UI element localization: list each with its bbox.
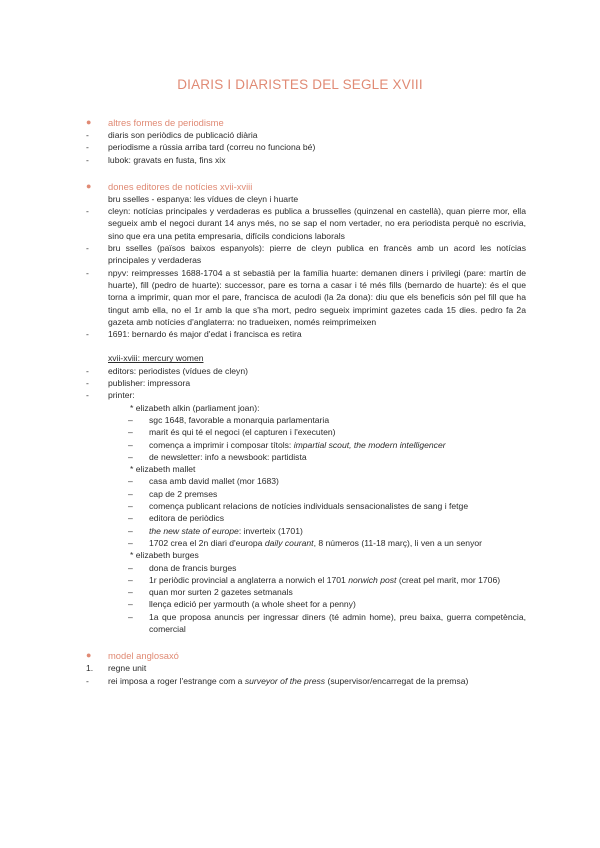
list-item-text: 1a que proposa anuncis per ingressar diners (té admin home), preu baixa, guerra competència, comercial [149, 611, 526, 634]
dash-marker: – [128, 574, 133, 585]
publication-title: impartial scout, the modern intelligencer [293, 439, 446, 450]
section-title: altres formes de periodisme [108, 117, 224, 128]
list-item [86, 598, 526, 610]
list-item [86, 475, 526, 487]
list-item-text: editors: periodistes (vídues de cleyn) [108, 365, 248, 376]
bullet-icon: ● [86, 180, 92, 191]
list-item-text: sgc 1648, favorable a monarquia parlamentaria [149, 414, 330, 425]
list-item [86, 537, 526, 549]
section-heading-model-anglosaxo [86, 649, 526, 662]
list-item [86, 525, 526, 537]
list-item-text: : inverteix (1701) [238, 525, 303, 536]
dash-marker: - [86, 390, 89, 401]
bullet-icon: ● [86, 650, 92, 661]
dash-marker: - [86, 130, 89, 140]
sub-heading-text: xvii-xviii: mercury women [108, 353, 204, 364]
person-name: * elizabeth burges [130, 550, 199, 561]
document-body [86, 116, 526, 687]
list-item-text: quan mor surten 2 gazetes setmanals [149, 587, 293, 598]
section-title: dones editores de notícies xvii-xviii [108, 180, 253, 192]
dash-marker: - [86, 206, 89, 217]
list-item [86, 512, 526, 524]
list-item-text: llença edició per yarmouth (a whole sheet for a penny) [149, 599, 356, 610]
person-heading-burges [86, 549, 526, 561]
dash-marker: - [86, 675, 89, 686]
list-item-text: dona de francis burges [149, 562, 237, 573]
list-item [86, 267, 526, 328]
list-item-text: periodisme a rússia arriba tard (correu no funciona bé) [108, 142, 316, 153]
list-item-text: comença a imprimir i composar títols: [149, 439, 294, 450]
section-heading-dones-editores [86, 180, 526, 193]
dash-marker: - [86, 154, 89, 165]
dash-marker: – [128, 501, 133, 512]
list-item [86, 365, 526, 377]
list-item [86, 242, 526, 267]
list-item-text: bru sselles (països baixos espanyols): pierre de cleyn publica en francès amb un acord les notícias principales y verdaderas [108, 243, 526, 266]
list-item [86, 328, 526, 340]
person-name: * elizabeth alkin (parliament joan): [130, 402, 260, 413]
list-item [86, 141, 526, 153]
person-heading-alkin [86, 402, 526, 414]
publication-title: norwich post [348, 574, 397, 585]
list-item-text: (supervisor/encarregat de la premsa) [325, 675, 469, 686]
list-item-text: casa amb david mallet (mor 1683) [149, 476, 279, 487]
list-item [86, 426, 526, 438]
dash-marker: - [86, 267, 89, 278]
list-item [86, 675, 526, 687]
list-item [86, 500, 526, 512]
dash-marker: - [86, 243, 89, 254]
person-name: * elizabeth mallet [130, 464, 196, 475]
dash-marker: - [86, 365, 89, 376]
list-item-text: comença publicant relacions de notícies individuals sensacionalistes de sang i fetge [149, 501, 469, 512]
number-marker: 1. [86, 663, 94, 674]
dash-marker: - [86, 329, 89, 340]
list-item-text: cleyn: notícias principales y verdaderas es publica a brusselles (quinzenal en castellà), quan pierre mor, ella segueix amb el negoci durant 14 anys més, no se sap el nom vertader, no era periodista perquè no escrivia, sino que era una petita empresaria, difícils condicions laborals [108, 206, 526, 241]
list-item [86, 562, 526, 574]
list-item-text: 1691: bernardo és major d'edat i francisca es retira [108, 329, 302, 340]
dash-marker: - [86, 142, 89, 153]
list-item-text: diaris son periòdics de publicació diària [108, 130, 258, 140]
dash-marker: – [128, 414, 133, 425]
list-item [86, 414, 526, 426]
dash-marker: – [128, 525, 133, 536]
sub-heading-mercury-women [86, 352, 526, 364]
list-item-text: publisher: impressora [108, 378, 191, 389]
dash-marker: – [128, 611, 133, 622]
list-item [86, 488, 526, 500]
list-item [86, 611, 526, 636]
list-item-text: (creat pel marit, mor 1706) [396, 574, 501, 585]
dash-marker: – [128, 587, 133, 598]
list-item-text: 1r periòdic provincial a anglaterra a norwich el 1701 [149, 574, 349, 585]
publication-title: surveyor of the press [244, 675, 326, 686]
dash-marker: – [128, 513, 133, 524]
list-item [86, 154, 526, 166]
list-item [86, 439, 526, 451]
list-item [86, 586, 526, 598]
numbered-item [86, 662, 526, 674]
intro-text: bru sselles - espanya: les vídues de cleyn i huarte [108, 193, 299, 204]
dash-marker: – [128, 476, 133, 487]
dash-marker: – [128, 599, 133, 610]
publication-title: the new state of europe [149, 525, 239, 536]
dash-marker: – [128, 537, 133, 548]
list-item [86, 377, 526, 389]
publication-title: daily courant [264, 537, 314, 548]
section-intro [86, 193, 526, 205]
list-item-text: npyv: reimpresses 1688-1704 a st sebastià per la família huarte: demanen diners i privilegi (pare: martín de huarte), fill (pedro de huarte): successor, pare es torna a casar i té més fills (bernardo de huarte): és el que torna a imprimir, quan mor el pare, francisca de aculodi (la 2a dona): diu que els beneficis són pel fill que ha tingut amb ella, no el 1r amb la que s'ha mort, pedro segueix imprimint gazetes cada 15 dies. pedro fa 2a gazeta amb notícies d'anglaterra: no tradueixen, només reimprimeixen [108, 267, 526, 327]
list-item [86, 205, 526, 242]
dash-marker: – [128, 562, 133, 573]
list-item-text: cap de 2 premses [149, 488, 218, 499]
section-heading-altres-formes [86, 116, 526, 129]
section-title: model anglosaxó [108, 650, 179, 662]
dash-marker: – [128, 451, 133, 462]
person-heading-mallet [86, 463, 526, 475]
list-item [86, 389, 526, 401]
dash-marker: – [128, 488, 133, 499]
list-item [86, 451, 526, 463]
dash-marker: – [128, 427, 133, 438]
page-title: DIARIS I DIARISTES DEL SEGLE XVIII [177, 77, 423, 92]
list-item-text: printer: [108, 390, 135, 401]
list-item-text: lubok: gravats en fusta, fins xix [108, 154, 226, 165]
dash-marker: – [128, 439, 133, 450]
list-item-text: 1702 crea el 2n diari d'europa [149, 537, 265, 548]
list-item-text: de newsletter: info a newsbook: partidista [149, 451, 307, 462]
dash-marker: - [86, 378, 89, 389]
list-item [86, 574, 526, 586]
list-item-text: marit és qui té el negoci (el capturen i l'executen) [149, 427, 336, 438]
list-item-text: , 8 números (11-18 març), li ven a un senyor [313, 537, 483, 548]
list-item-text: regne unit [108, 663, 147, 674]
bullet-icon: ● [86, 117, 92, 127]
list-item-text: rei imposa a roger l'estrange com a [108, 675, 245, 686]
list-item-text: editora de periòdics [149, 513, 225, 524]
list-item [86, 129, 526, 141]
